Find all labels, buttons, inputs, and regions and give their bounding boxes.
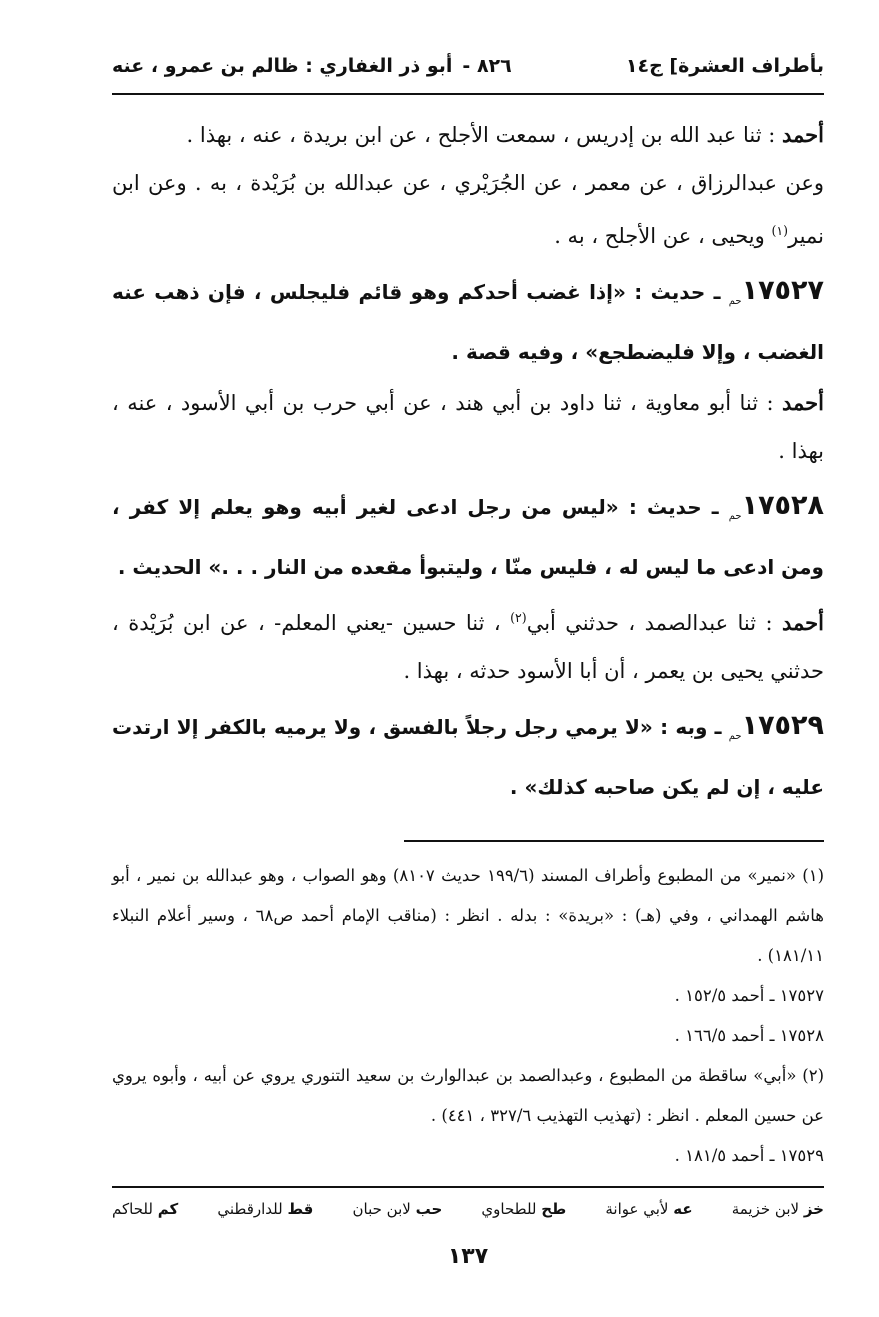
abbrev-item: كم للحاكم <box>112 1200 179 1218</box>
hadith-number: ١٧٥٢٧ <box>741 275 824 306</box>
source-name: أحمد <box>782 122 824 147</box>
header-page-ref: ٨٢٦ - <box>462 55 512 77</box>
chain-text: وعن عبدالرزاق ، عن معمر ، عن الجُرَيْري ، عن عبدالله بن بُرَيْدة ، به . وعن ابن نمير <box>112 171 824 248</box>
page-number: ١٣٧ <box>447 1244 489 1269</box>
header-section-block <box>112 55 512 77</box>
chain-text: : ثنا عبدالصمد ، حدثني أبي <box>526 611 783 635</box>
chain-text: ، ثنا حسين -يعني المعلم- ، عن ابن بُرَيْدة ، حدثني يحيى بن يعمر ، أن أبا الأسود حدثه ، بهذا . <box>112 611 824 683</box>
abbreviation-key <box>112 1200 824 1218</box>
footnote-marker: (٢) <box>510 610 527 625</box>
header-rule <box>112 93 824 95</box>
chain-text: : ثنا عبد الله بن إدريس ، سمعت الأجلح ، عن ابن بريدة ، عنه ، بهذا . <box>186 123 783 147</box>
abbrev-item: حب لابن حبان <box>352 1200 443 1218</box>
source-mark: حم <box>728 296 742 307</box>
footnote-1: (١) «نمير» من المطبوع وأطراف المسند (١٩٩/٦ حديث ٨١٠٧) وهو الصواب ، وهو عبدالله بن نمير ، أبو هاشم الهمداني ، وفي (هـ) : «بريدة» : بدله . انظر : (مناقب الإمام أحمد ص٦٨ ، وسير أعلام النبلاء ١٨١/١١) . <box>112 866 825 965</box>
book-page <box>112 55 824 1269</box>
footnote-2: (٢) «أبي» ساقطة من المطبوع ، وعبدالصمد بن عبدالوارث بن سعيد التنوري يروي عن أبيه ، وأبوه يروي عن حسين المعلم . انظر : (تهذيب التهذيب ٣٢٧/٦ ، ٤٤١) . <box>112 1066 824 1125</box>
footnote-ref-17529: ١٧٥٢٩ ـ أحمد ١٨١/٥ . <box>674 1146 824 1165</box>
hadith-entry-17527 <box>112 266 824 377</box>
chain-paragraph-4 <box>112 594 824 695</box>
chain-paragraph-1 <box>112 111 824 159</box>
main-text <box>112 111 824 812</box>
header-book-title: بأطراف العشرة] ج١٤ <box>625 55 824 77</box>
footnotes <box>112 856 824 1176</box>
abbrev-item: طح للطحاوي <box>481 1200 567 1218</box>
source-name: أحمد <box>782 610 824 635</box>
abbrev-item: خز لابن خزيمة <box>731 1200 824 1218</box>
abbreviation-rule <box>112 1186 824 1188</box>
footnote-marker: (١) <box>771 223 789 238</box>
hadith-number: ١٧٥٢٨ <box>741 490 824 521</box>
header-section: أبو ذر الغفاري : ظالم بن عمرو ، عنه <box>112 55 453 77</box>
chain-text: : ثنا أبو معاوية ، ثنا داود بن أبي هند ، عن أبي حرب بن أبي الأسود ، عنه ، بهذا . <box>112 391 824 463</box>
source-mark: حم <box>728 511 742 522</box>
chain-paragraph-3 <box>112 379 824 475</box>
abbrev-item: قط للدارقطني <box>217 1200 314 1218</box>
source-mark: حم <box>728 731 742 742</box>
footnote-rule <box>404 840 824 842</box>
chain-paragraph-2 <box>112 159 824 260</box>
footnote-ref-17527: ١٧٥٢٧ ـ أحمد ١٥٢/٥ . <box>674 986 824 1005</box>
running-header <box>112 55 824 93</box>
source-name: أحمد <box>782 390 824 415</box>
footnote-ref-17528: ١٧٥٢٨ ـ أحمد ١٦٦/٥ . <box>674 1026 824 1045</box>
hadith-number: ١٧٥٢٩ <box>741 710 824 741</box>
chain-text: ويحيى ، عن الأجلح ، به . <box>554 224 772 248</box>
abbrev-item: عه لأبي عوانة <box>605 1200 693 1218</box>
hadith-text: ـ وبه : «لا يرمي رجل رجلاً بالفسق ، ولا يرميه بالكفر إلا ارتدت عليه ، إن لم يكن صاحبه كذلك» . <box>112 715 824 799</box>
hadith-text: ـ حديث : «إذا غضب أحدكم وهو قائم فليجلس ، فإن ذهب عنه الغضب ، وإلا فليضطجع» ، وفيه قصة . <box>112 280 824 364</box>
hadith-entry-17528 <box>112 481 824 592</box>
hadith-entry-17529 <box>112 701 824 812</box>
hadith-text: ـ حديث : «ليس من رجل ادعى لغير أبيه وهو يعلم إلا كفر ، ومن ادعى ما ليس له ، فليس منّا ، وليتبوأ مقعده من النار . . .» الحديث . <box>112 495 824 579</box>
